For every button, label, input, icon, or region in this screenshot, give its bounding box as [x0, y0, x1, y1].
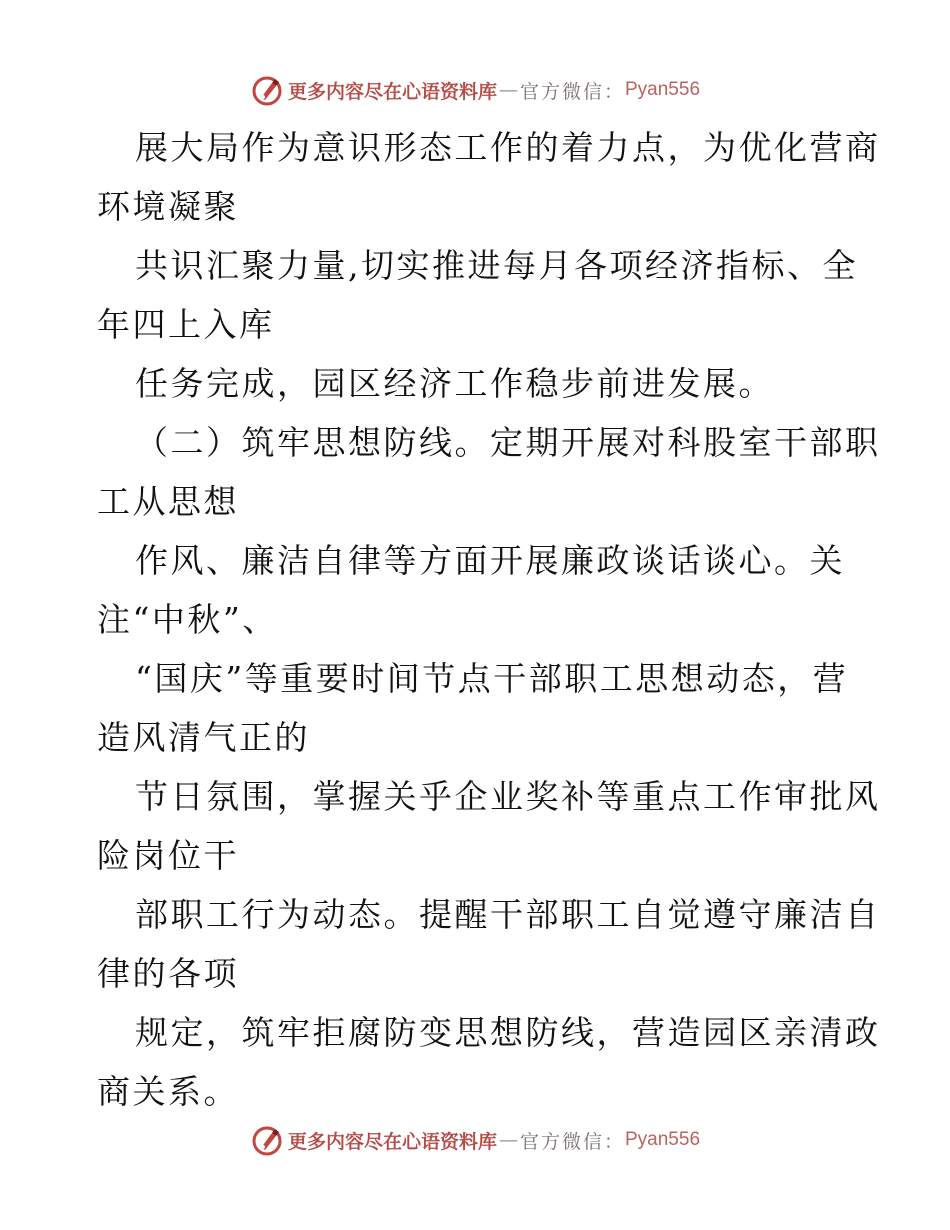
body-line-7: 工从思想 [97, 482, 239, 521]
body-line-1: 展大局作为意识形态工作的着力点，为优化营商 [135, 128, 881, 167]
body-line-15: 律的各项 [97, 954, 239, 993]
body-line-5: 任务完成，园区经济工作稳步前进发展。 [135, 364, 774, 403]
banner-site-text: 更多内容尽在心语资料库 [287, 1130, 497, 1153]
body-line-11: 造风清气正的 [97, 718, 310, 757]
body-line-8: 作风、廉洁自律等方面开展廉政谈话谈心。关 [135, 541, 845, 580]
body-line-9: 注“中秋”、 [97, 600, 278, 639]
banner-dash: — [498, 1129, 518, 1151]
body-line-6: （二）筑牢思想防线。定期开展对科股室干部职 [135, 423, 881, 462]
body-line-3: 共识汇聚力量,切实推进每月各项经济指标、全 [135, 246, 858, 285]
banner-wechat-label: 官方微信： [519, 1130, 625, 1153]
body-line-14: 部职工行为动态。提醒干部职工自觉遵守廉洁自 [135, 895, 881, 934]
body-line-16: 规定，筑牢拒腐防变思想防线，营造园区亲清政 [135, 1013, 881, 1052]
body-line-4: 年四上入库 [97, 305, 275, 344]
banner-site-text: 更多内容尽在心语资料库 [287, 80, 497, 103]
document-body [97, 122, 881, 1125]
pen-circle-logo-icon [250, 1123, 284, 1157]
body-line-10: “国庆”等重要时间节点干部职工思想动态，营 [135, 659, 849, 698]
header-watermark-banner [0, 70, 950, 110]
banner-wechat-id: Pyan556 [625, 79, 701, 100]
body-line-2: 环境凝聚 [97, 187, 239, 226]
pen-circle-logo-icon [250, 73, 284, 107]
banner-wechat-label: 官方微信： [519, 80, 625, 103]
body-line-12: 节日氛围，掌握关乎企业奖补等重点工作审批风 [135, 777, 881, 816]
body-line-13: 险岗位干 [97, 836, 239, 875]
body-line-17: 商关系。 [97, 1072, 239, 1111]
footer-watermark-banner [0, 1120, 950, 1160]
banner-wechat-id: Pyan556 [625, 1129, 701, 1150]
banner-dash: — [498, 79, 518, 101]
